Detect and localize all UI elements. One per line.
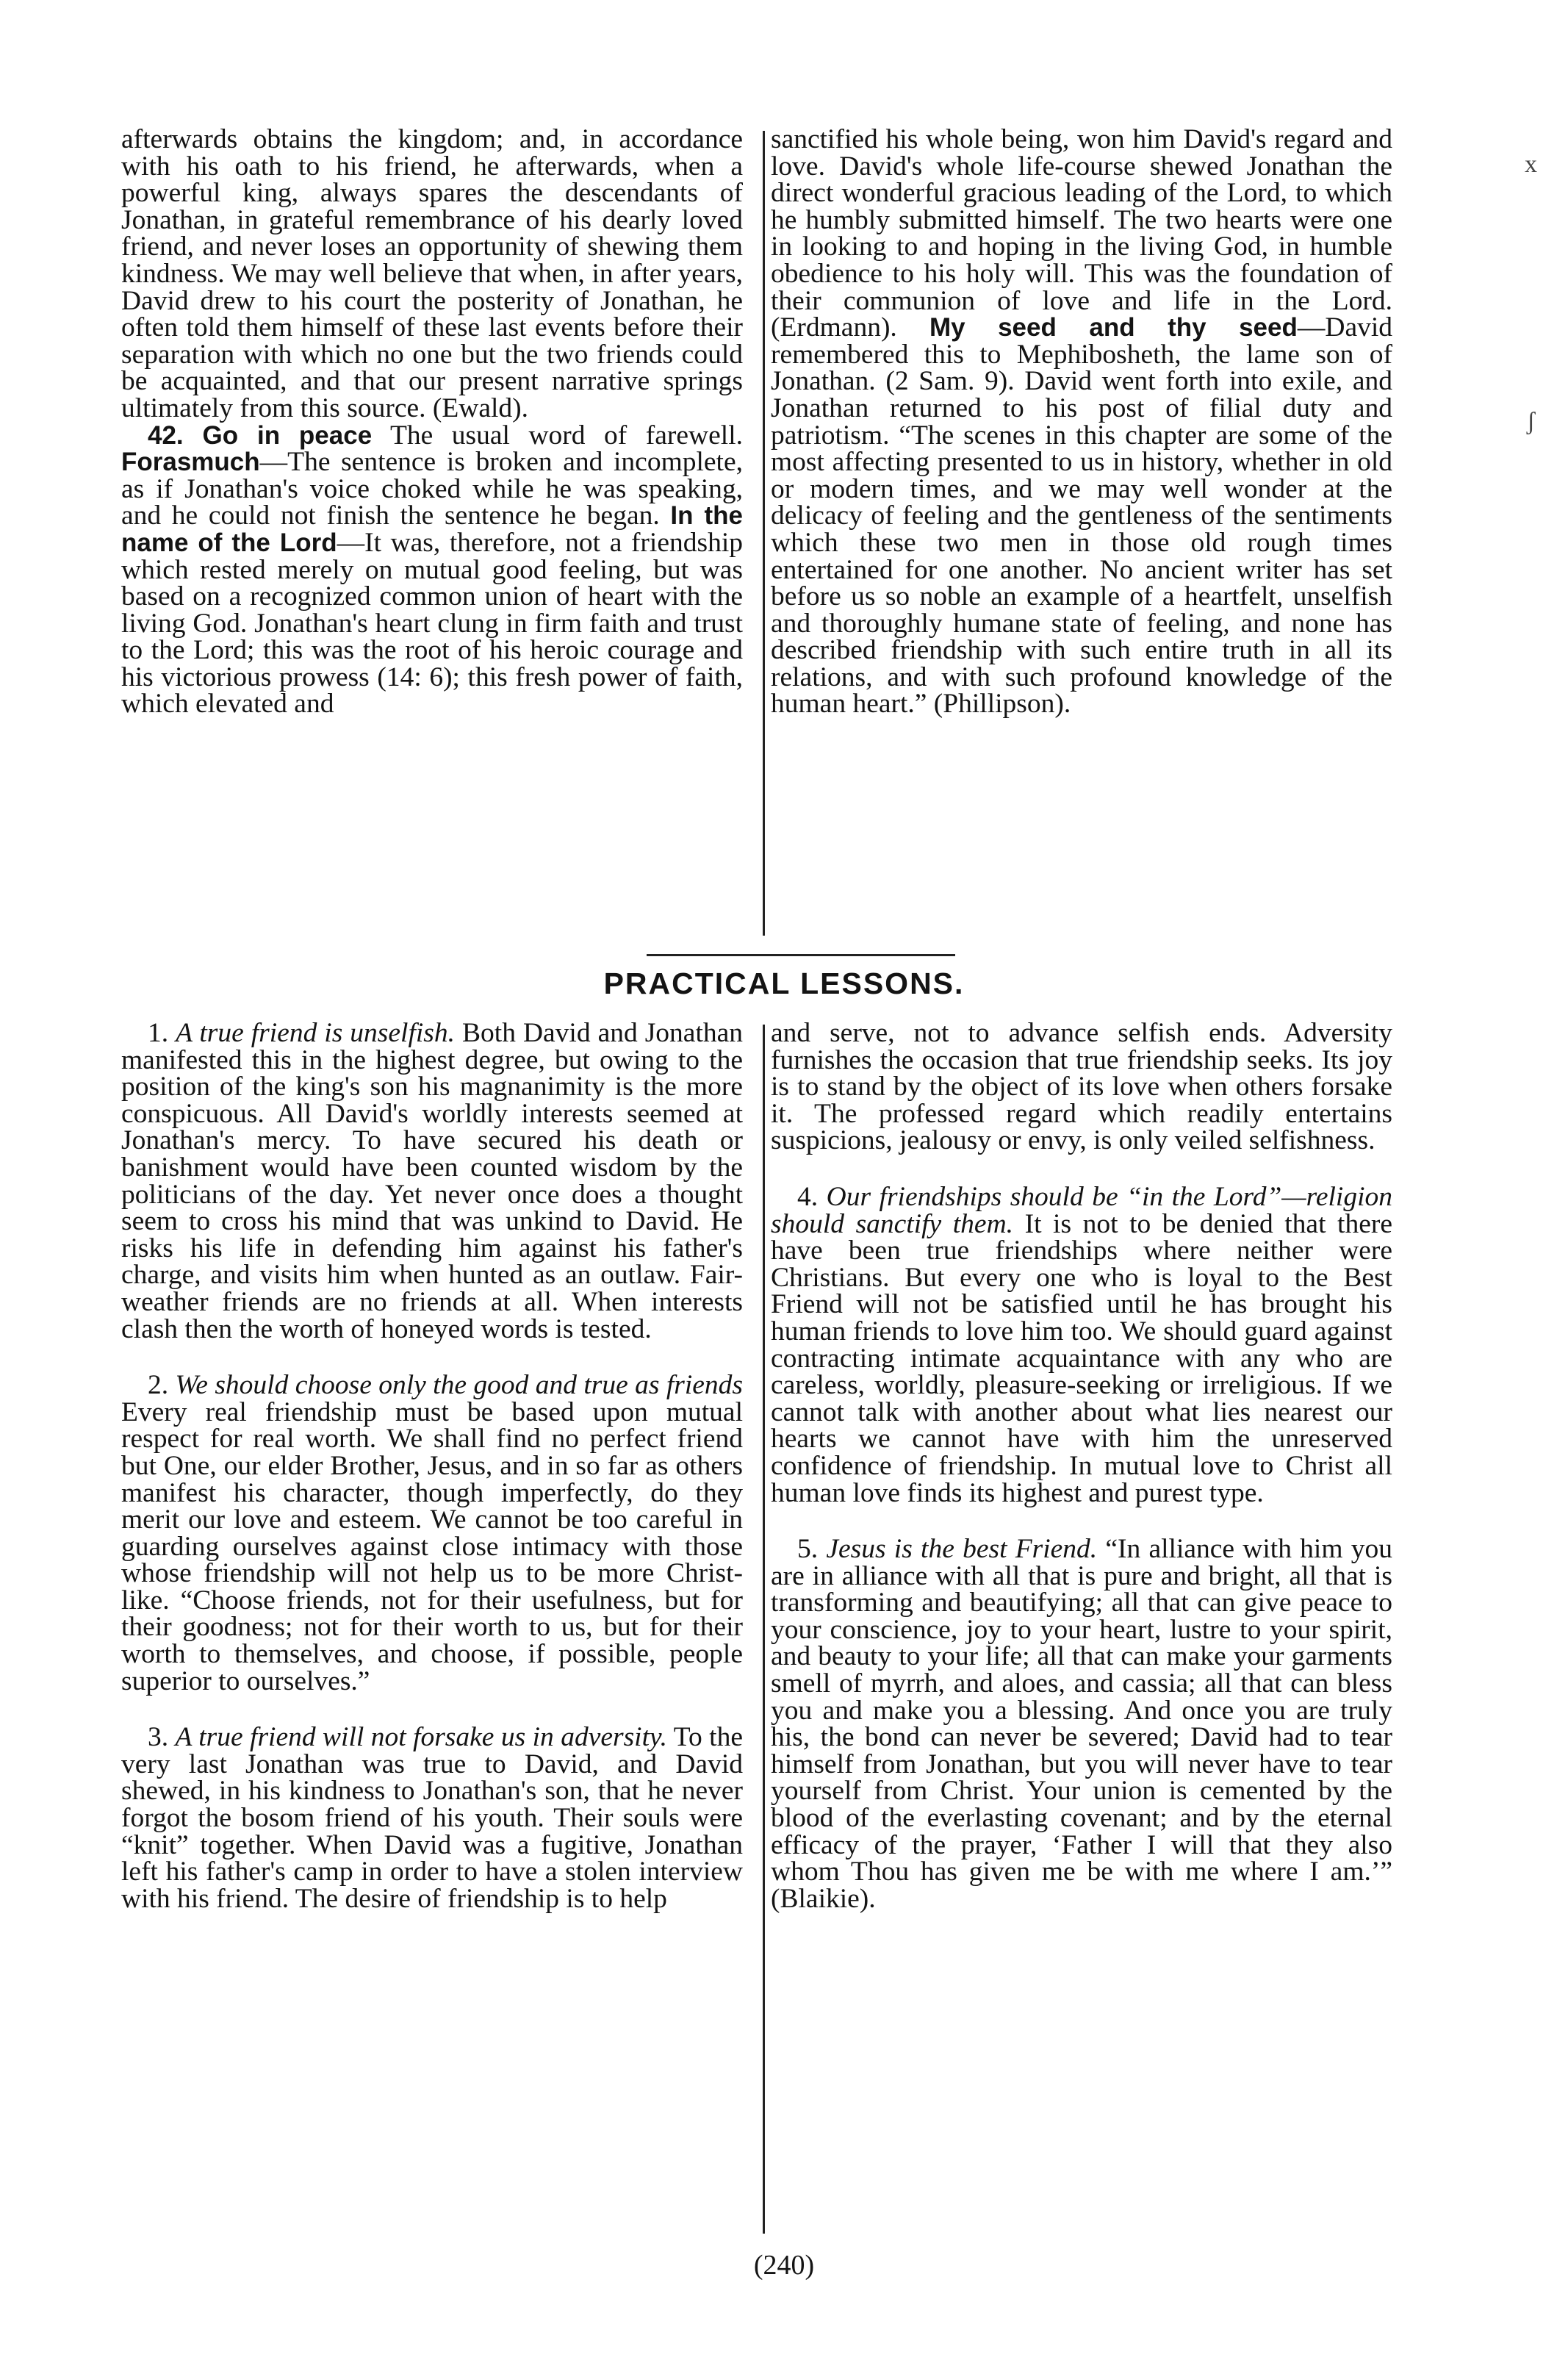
lessons-left-column [121, 1020, 743, 2234]
commentary-paragraph: 42. Go in peace The usual word of farewell. Forasmuch—The sentence is broken and incomplete, as if Jonathan's voice choked while he was speaking, and he could not finish the sentence he began. In the name of the Lord—It was, therefore, not a friendship which rested merely on mutual good feeling, but was based on a recognized common union of heart with the living God. Jonathan's heart clung in firm faith and trust to the Lord; this was the root of his heroic courage and his victorious prowess (14: 6); this fresh power of faith, which elevated and [121, 420, 744, 720]
commentary-paragraph: afterwards obtains the kingdom; and, in accordance with his oath to his friend, he afterwards, when a powerful king, always spares the descendants of Jonathan, in grateful remembrance of his dearly loved friend, and never loses an opportunity of shewing them kindness. We may well believe that when, in after years, David drew to his court the posterity of Jonathan, he often told them himself of these last events before their separation with which no one but the two friends could be acquainted, and that our present narrative springs ultimately from this source. (Ewald). [121, 124, 743, 423]
lesson-paragraph: and serve, not to advance selfish ends. Adversity furnishes the occasion that true friendship seeks. Its joy is to stand by the object of its love when others forsake it. The professed regard which readily entertains suspicions, jealousy or envy, is only veiled selfishness. [771, 1018, 1392, 1156]
lesson-paragraph: 4. Our friendships should be “in the Lord”—religion should sanctify them. It is not to be denied that there have been true friendships where neither were Christians. But every one who is loyal to the Best Friend will not be satisfied until he has brought his human friends to love him too. We should guard against contracting intimate acquaintance with any who are careless, worldly, pleasure-seeking or irreligious. If we cannot talk with another about what lies nearest our hearts we cannot have with him the unreserved confidence of friendship. In mutual love to Christ all human love finds its highest and purest type. [771, 1181, 1393, 1508]
commentary-paragraph: sanctified his whole being, won him David's regard and love. David's whole life-course shewed Jonathan the direct wonderful gracious leading of the Lord, to which he humbly submitted himself. The two hearts were one in looking to and hoping in the living God, in humble obedience to his holy will. This was the foundation of their communion of love and life in the Lord. (Erdmann). My seed and thy seed—David remembered this to Mephibosheth, the lame son of Jonathan. (2 Sam. 9). David went forth into exile, and Jonathan returned to his post of filial duty and patriotism. “The scenes in this chapter are some of the most affecting presented to us in history, whether in old or modern times, and we may well wonder at the delicacy of feeling and the gentleness of the sentiments which these two men in those old rough times entertained for one another. No ancient writer has set before us so noble an example of a heartfelt, unselfish and thoroughly humane state of feeling, and none has described friendship with such entire truth in all its relations, and with such profound knowledge of the human heart.” (Phillipson). [771, 124, 1393, 720]
section-title: PRACTICAL LESSONS. [603, 967, 965, 1000]
lesson-paragraph: 5. Jesus is the best Friend. “In alliance with him you are in alliance with all that is pure and bright, all that is transforming and beautifying; all that can give peace to your conscience, joy to your heart, lustre to your spirit, and beauty to your life; all that can make your garments smell of myrrh, and aloes, and cassia; all that can bless you and make you a blessing. And once you are truly his, the bond can never be severed; David had to tear himself from Jonathan, but you will never have to tear yourself from Christ. Your union is cemented by the blood of the everlasting covenant; and by the eternal efficacy of the prayer, ‘Father I will that they also whom Thou has given me be with me where I am.’” (Blaikie). [771, 1534, 1392, 1914]
lessons-right-column [771, 1020, 1392, 2234]
column-divider [763, 131, 765, 936]
lesson-title: A true friend is unselfish. [176, 1018, 456, 1048]
lesson-title: We should choose only the good and true as friends [175, 1370, 744, 1401]
verse-heading: 42. Go in peace [148, 420, 373, 450]
margin-mark: x [1525, 151, 1537, 178]
lesson-title: Jesus is the best Friend. [826, 1534, 1098, 1565]
verse-heading: Forasmuch [121, 448, 260, 477]
lesson-paragraph: 2. We should choose only the good and true as friends Every real friendship must be based upon mutual respect for real worth. We shall find no perfect friend but One, our elder Brother, Jesus, and in so far as others manifest his character, though imperfectly, do they merit our love and esteem. We cannot be too careful in guarding ourselves against close intimacy with those whose friendship will not help us to be more Christ-like. “Choose friends, not for their usefulness, but for their goodness; not for their worth to us, but for their worth to themselves, and choose, if possible, people superior to ourselves.” [121, 1370, 744, 1696]
lesson-paragraph: 3. A true friend will not forsake us in adversity. To the very last Jonathan was true to David, and David shewed, in his kindness to Jonathan's son, that he never forgot the bosom friend of his youth. Their souls were “knit” together. When David was a fugitive, Jonathan left his father's camp in order to have a stolen interview with his friend. The desire of friendship is to help [121, 1722, 743, 1914]
lesson-title: A true friend will not forsake us in adversity. [175, 1722, 667, 1753]
commentary-right-column [771, 126, 1392, 941]
section-rule [647, 954, 955, 956]
lesson-title: Our friendships should be “in the Lord”—religion should sanctify them. [771, 1181, 1393, 1239]
commentary-left-column [121, 126, 743, 941]
page-number: (240) [753, 2250, 815, 2281]
margin-mark: ʃ [1527, 408, 1536, 435]
lessons-columns [121, 1020, 1392, 2234]
verse-heading: My seed and thy seed [929, 313, 1298, 343]
lesson-paragraph: 1. A true friend is unselfish. Both David and Jonathan manifested this in the highest degree, but owing to the position of the king's son his magnanimity is the more conspicuous. All David's worldly interests seemed at Jonathan's mercy. To have secured his death or banishment would have been counted wisdom by the politicians of the day. Yet never once does a thought seem to cross his mind that was unkind to David. He risks his life in defending him against his father's charge, and visits him when hunted as an outlaw. Fair-weather friends are no friends at all. When interests clash then the worth of honeyed words is tested. [121, 1018, 744, 1344]
commentary-columns [121, 126, 1392, 941]
column-divider [763, 1025, 765, 2234]
verse-heading: In the name of the Lord [121, 501, 744, 557]
